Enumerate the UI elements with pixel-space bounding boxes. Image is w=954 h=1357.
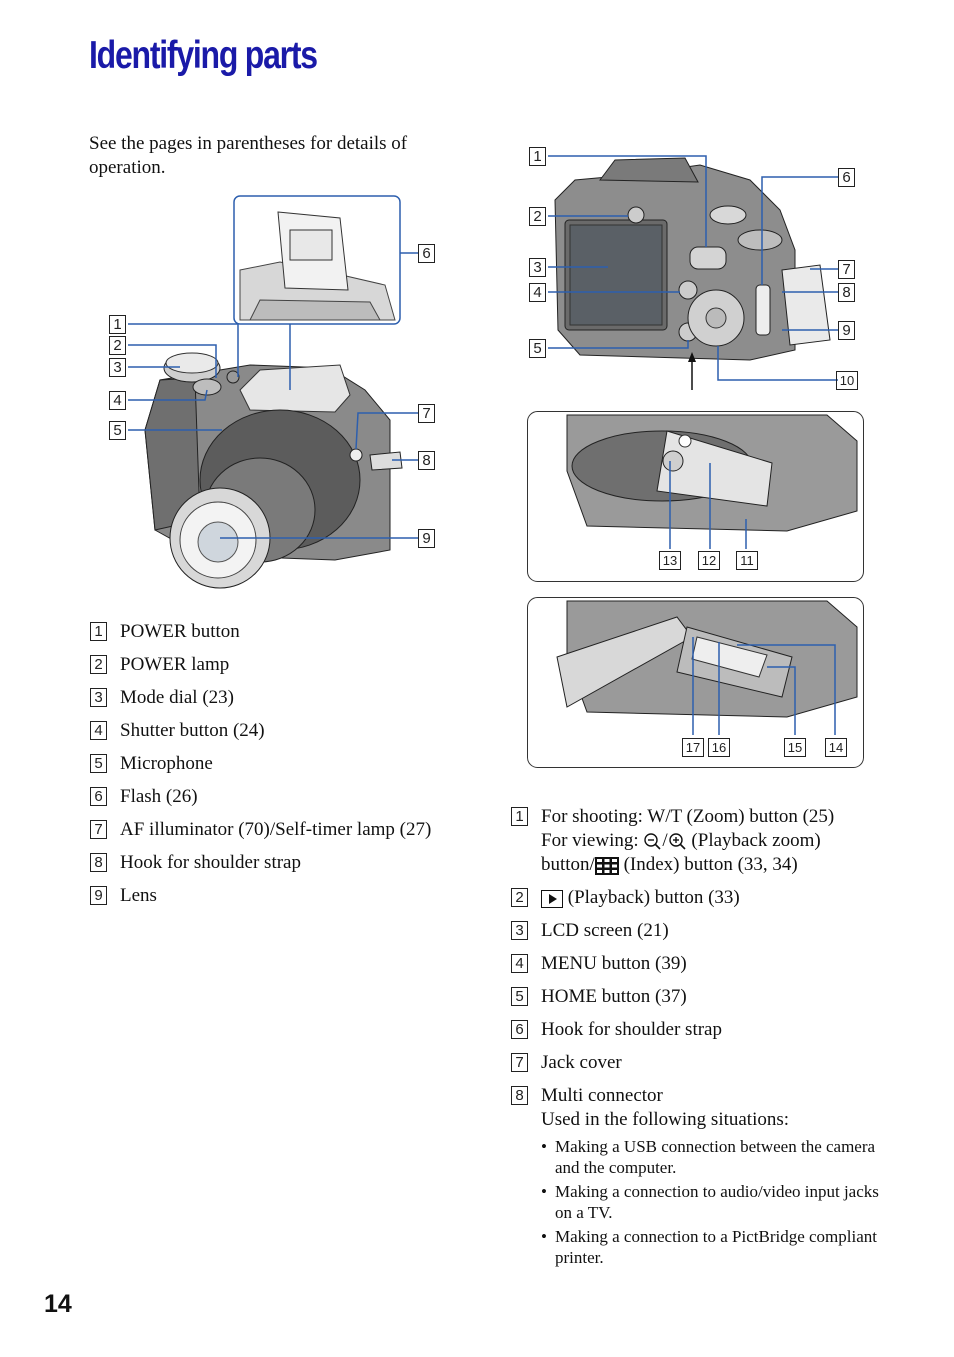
item-number: 4 xyxy=(511,954,528,973)
index-grid-icon xyxy=(595,857,619,875)
page-title: Identifying parts xyxy=(89,34,317,77)
rear-callout-8: 8 xyxy=(838,283,855,302)
front-parts-list xyxy=(90,620,460,917)
list-item xyxy=(90,884,460,908)
bullet-item: • Making a connection to audio/video input jacks on a TV. xyxy=(541,1181,891,1223)
item-number: 2 xyxy=(90,655,107,674)
item-number: 4 xyxy=(90,721,107,740)
list-item xyxy=(511,1084,891,1268)
item-number: 2 xyxy=(511,888,528,907)
rear-callout-4: 4 xyxy=(529,283,546,302)
list-item xyxy=(90,752,460,776)
front-callout-1: 1 xyxy=(109,315,126,334)
list-item xyxy=(90,851,460,875)
front-callout-2: 2 xyxy=(109,336,126,355)
item-label: Lens xyxy=(120,885,157,906)
item-label: POWER button xyxy=(120,621,240,642)
item-label: Jack cover xyxy=(541,1052,622,1073)
rear-callout-3: 3 xyxy=(529,258,546,277)
list-item xyxy=(90,686,460,710)
zoom-out-icon xyxy=(643,832,662,851)
list-item xyxy=(90,719,460,743)
rear-callout-7: 7 xyxy=(838,260,855,279)
item-label: MENU button (39) xyxy=(541,953,687,974)
usage-bullets xyxy=(541,1136,891,1268)
item-label: Flash (26) xyxy=(120,786,198,807)
rear-callout-13: 13 xyxy=(659,551,681,570)
item-number: 5 xyxy=(90,754,107,773)
list-item xyxy=(511,952,891,976)
bullet-item: • Making a connection to a PictBridge compliant printer. xyxy=(541,1226,891,1268)
item-label: AF illuminator (70)/Self-timer lamp (27) xyxy=(120,819,432,840)
rear-callout-17: 17 xyxy=(682,738,704,757)
item-label: Hook for shoulder strap xyxy=(541,1019,722,1040)
list-item xyxy=(90,818,460,842)
front-callout-8: 8 xyxy=(418,451,435,470)
item-label-part: For viewing: xyxy=(541,830,644,851)
item-label-viewing: For viewing: / (Playback zoom) xyxy=(541,830,821,851)
list-item xyxy=(511,1018,891,1042)
item-label: Hook for shoulder strap xyxy=(120,852,301,873)
item-sublabel: Used in the following situations: xyxy=(541,1109,790,1130)
item-number: 5 xyxy=(511,987,528,1006)
front-callout-4: 4 xyxy=(109,391,126,410)
item-label: Shutter button (24) xyxy=(120,720,265,741)
rear-camera-diagram xyxy=(520,140,880,390)
item-number: 6 xyxy=(90,787,107,806)
rear-callout-2: 2 xyxy=(529,207,546,226)
item-number: 3 xyxy=(90,688,107,707)
front-callout-5: 5 xyxy=(109,421,126,440)
rear-callout-16: 16 xyxy=(708,738,730,757)
rear-callout-10: 10 xyxy=(836,371,858,390)
rear-callout-6: 6 xyxy=(838,168,855,187)
list-item xyxy=(90,653,460,677)
rear-callout-11: 11 xyxy=(736,551,758,570)
list-item xyxy=(90,620,460,644)
item-label: POWER lamp xyxy=(120,654,230,675)
item-number: 7 xyxy=(511,1053,528,1072)
rear-callout-5: 5 xyxy=(529,339,546,358)
item-label-index xyxy=(541,853,891,877)
list-item xyxy=(511,805,891,877)
item-label-part: button/ xyxy=(541,854,595,875)
item-label: Multi connector xyxy=(541,1085,663,1106)
rear-callout-1: 1 xyxy=(529,147,546,166)
bullet-item: • Making a USB connection between the camera and the computer. xyxy=(541,1136,891,1178)
intro-text: See the pages in parentheses for details of operation. xyxy=(89,133,408,178)
item-label: HOME button (37) xyxy=(541,986,687,1007)
front-callout-6: 6 xyxy=(418,244,435,263)
item-number: 9 xyxy=(90,886,107,905)
list-item xyxy=(90,785,460,809)
item-label-part: (Index) button (33, 34) xyxy=(618,854,798,875)
item-number: 8 xyxy=(511,1086,528,1105)
item-number: 3 xyxy=(511,921,528,940)
zoom-in-icon xyxy=(668,832,687,851)
bottom-view-tripod xyxy=(527,411,864,582)
rear-callout-9: 9 xyxy=(838,321,855,340)
rear-parts-list xyxy=(511,805,891,1277)
item-number: 8 xyxy=(90,853,107,872)
rear-callout-14: 14 xyxy=(825,738,847,757)
list-item xyxy=(511,919,891,943)
item-label: Mode dial (23) xyxy=(120,687,234,708)
item-label-part: (Playback zoom) xyxy=(686,830,821,851)
item-number: 1 xyxy=(90,622,107,641)
list-item xyxy=(511,886,891,910)
item-number: 6 xyxy=(511,1020,528,1039)
item-number: 1 xyxy=(511,807,528,826)
item-label: Microphone xyxy=(120,753,213,774)
front-callout-7: 7 xyxy=(418,404,435,423)
item-number: 7 xyxy=(90,820,107,839)
item-label: (Playback) button (33) xyxy=(563,887,740,908)
list-item xyxy=(511,985,891,1009)
front-callout-3: 3 xyxy=(109,358,126,377)
item-label: For shooting: W/T (Zoom) button (25) xyxy=(541,806,835,827)
list-item xyxy=(511,1051,891,1075)
item-label: LCD screen (21) xyxy=(541,920,669,941)
rear-callout-12: 12 xyxy=(698,551,720,570)
front-camera-diagram xyxy=(100,190,460,590)
rear-callout-15: 15 xyxy=(784,738,806,757)
page-number: 14 xyxy=(44,1290,72,1318)
playback-icon xyxy=(541,890,563,908)
front-callout-9: 9 xyxy=(418,529,435,548)
